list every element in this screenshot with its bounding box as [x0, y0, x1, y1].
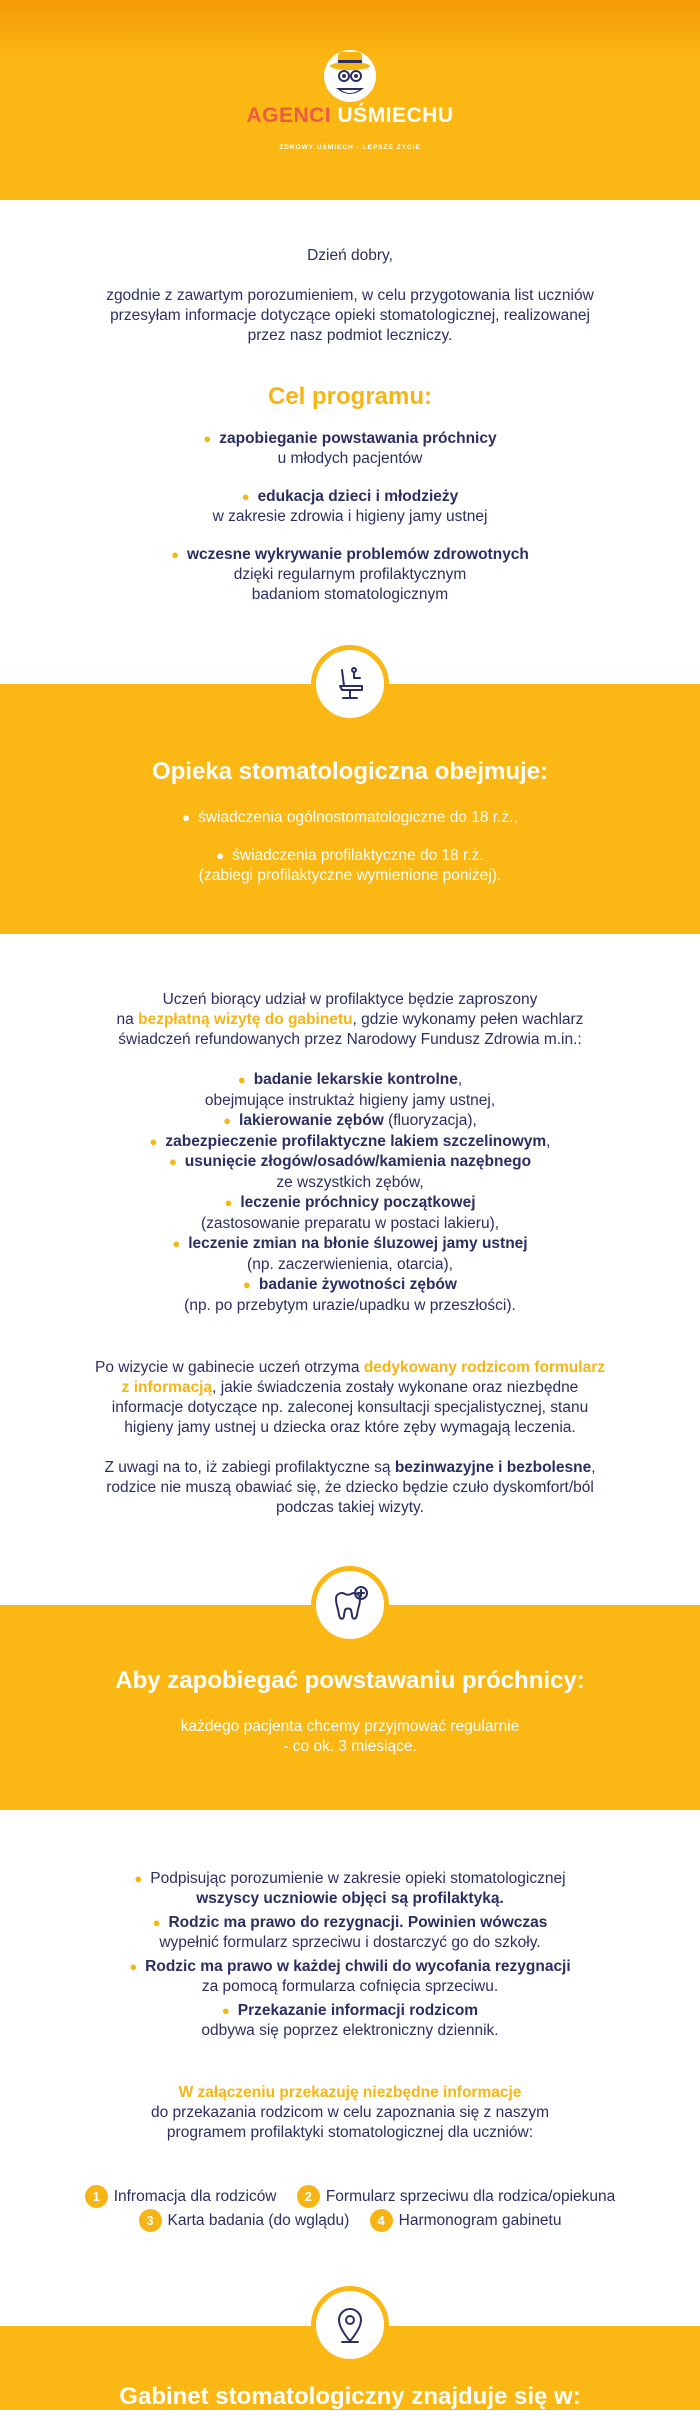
brand-logo: [0, 104, 700, 128]
brand-tagline: ZDROWY UŚMIECH - LEPSZE ŻYCIE: [279, 144, 421, 151]
prevent-text: każdego pacjenta chcemy przyjmować regularnie - co ok. 3 miesiące.: [180, 1718, 520, 1755]
bullet-icon: ●: [172, 1236, 181, 1251]
goal-item: ● edukacja dzieci i młodzieży w zakresie zdrowia i higieny jamy ustnej: [212, 488, 488, 525]
bullet-icon: ●: [237, 1072, 246, 1087]
icon-circle: [311, 645, 389, 723]
brand-part1: AGENCI: [246, 104, 332, 127]
care-item: ● świadczenia profilaktyczne do 18 r.ż. (zabiegi profilaktyczne wymienione poniżej).: [198, 847, 502, 884]
attachments-highlight: W załączeniu przekazuję niezbędne informacje: [178, 2084, 522, 2101]
intro-paragraph: zgodnie z zawartym porozumieniem, w celu przygotowania list uczniów przesyłam informacje dotyczące opieki stomatologicznej, realizowanej przez nasz podmiot leczniczy.: [106, 287, 594, 344]
care-section: [40, 758, 660, 886]
attachments-list: [30, 2185, 670, 2233]
rule-item: ● Podpisując porozumienie w zakresie opieki stomatologicznej wszyscy uczniowie objęci są profilaktyką.: [134, 1870, 566, 1907]
goals-section: [40, 383, 660, 605]
bullet-icon: ●: [216, 848, 225, 863]
attachment-item[interactable]: 1 Infromacja dla rodziców: [85, 2185, 277, 2209]
rule-item: ● Przekazanie informacji rodzicom odbywa się poprzez elektroniczny dziennik.: [201, 2002, 499, 2039]
bullet-icon: ●: [223, 1113, 232, 1128]
bullet-icon: ●: [152, 1915, 161, 1930]
goals-title: Cel programu:: [267, 383, 432, 410]
location-pin-icon: [330, 2305, 370, 2345]
bullet-icon: ●: [221, 2003, 230, 2018]
dental-chair-icon: [330, 664, 370, 704]
icon-circle: [311, 1566, 389, 1644]
services-list: ● badanie lekarskie kontrolne, obejmujące instruktaż higieny jamy ustnej, ● lakierowanie zębów (fluoryzacja), ● zabezpieczenie profilaktyczne lakiem szczelinowym, ● usunięcie złogów/osadów/kamienia nazębnego ze wszystkich zębów, ● leczenie próchnicy początkowej (zastosowanie preparatu w postaci lakieru), ● leczenie zmian na błonie śluzowej jamy ustnej (np. zaczerwienienia, otarcia), ● badanie żywotności zębów (np. po przebytym urazie/upadku w przeszłości).: [149, 1071, 551, 1314]
rule-item: ● Rodzic ma prawo w każdej chwili do wycofania rezygnacji za pomocą formularza cofnięcia sprzeciwu.: [129, 1958, 571, 1995]
intro-section: [40, 246, 660, 346]
bullet-icon: ●: [129, 1959, 138, 1974]
bullet-icon: ●: [203, 431, 212, 446]
greeting: Dzień dobry,: [307, 247, 393, 264]
attachment-item[interactable]: 4 Harmonogram gabinetu: [370, 2209, 562, 2233]
location-section: [40, 2383, 660, 2411]
bullet-icon: ●: [241, 489, 250, 504]
header-banner: [0, 0, 700, 200]
prevent-title: Aby zapobiegać powstawaniu próchnicy:: [115, 1667, 585, 1694]
bullet-icon: ●: [224, 1195, 233, 1210]
number-badge: 1: [85, 2185, 108, 2208]
prevent-section: [40, 1667, 660, 1757]
rules-section: [40, 1869, 660, 2041]
goal-item: ● wczesne wykrywanie problemów zdrowotnych dzięki regularnym profilaktycznym badaniom stomatologicznym: [171, 546, 529, 603]
number-badge: 4: [370, 2209, 393, 2232]
painless-paragraph: Z uwagi na to, iż zabiegi profilaktyczne są bezinwazyjne i bezbolesne, rodzice nie muszą obawiać się, że dziecko będzie czuło dyskomfort/ból podczas takiej wizyty.: [104, 1459, 596, 1516]
brand-part2: UŚMIECHU: [337, 104, 454, 127]
attachment-item[interactable]: 2 Formularz sprzeciwu dla rodzica/opiekuna: [297, 2185, 615, 2209]
free-visit-highlight: bezpłatną wizytę do gabinetu: [138, 1011, 353, 1028]
tooth-plus-icon: [330, 1585, 370, 1625]
bullet-icon: ●: [134, 1871, 143, 1886]
care-title: Opieka stomatologiczna obejmuje:: [151, 758, 549, 785]
after-visit-paragraph: Po wizycie w gabinecie uczeń otrzyma dedykowany rodzicom formularz z informacją, jakie świadczenia zostały wykonane oraz niezbędne informacje dotyczące np. zaleconej konsultacji specjalistycznej, stanu higieny jamy ustnej u dziecka oraz które zęby wymagają leczenia.: [95, 1359, 605, 1436]
attachment-item[interactable]: 3 Karta badania (do wglądu): [139, 2209, 350, 2233]
icon-circle: [311, 2286, 389, 2364]
bullet-icon: ●: [243, 1277, 251, 1292]
rule-item: ● Rodzic ma prawo do rezygnacji. Powinien wówczas wypełnić formularz sprzeciwu i dostarczyć go do szkoły.: [152, 1914, 548, 1951]
bullet-icon: ●: [149, 1133, 158, 1149]
attachments-section: W załączeniu przekazuję niezbędne informacje do przekazania rodzicom w celu zapoznania się z naszym programem profilaktyki stomatologicznej dla uczniów:: [40, 2083, 660, 2143]
number-badge: 2: [297, 2185, 320, 2208]
visit-section: Uczeń biorący udział w profilaktyce będzie zaproszony na bezpłatną wizytę do gabinetu, gdzie wykonamy pełen wachlarz świadczeń refundowanych przez Narodowy Fundusz Zdrowia m.in.: ● badanie lekarskie kontrolne, obejmujące instruktaż higieny jamy ustnej, ● lakierowanie zębów (fluoryzacja), ● zabezpieczenie profilaktyczne lakiem szczelinowym, ● usunięcie złogów/osadów/kamienia nazębnego ze wszystkich zębów, ● leczenie próchnicy początkowej (zastosowanie preparatu w postaci lakieru), ● leczenie zmian na błonie śluzowej jamy ustnej (np. zaczerwienienia, otarcia), ● badanie żywotności zębów (np. po przebytym urazie/upadku w przeszłości). Po wizycie w gabinecie uczeń otrzyma dedykowany rodzicom formularz z informacją, jakie świadczenia zostały wykonane oraz niezbędne informacje dotyczące np. zaleconej konsultacji specjalistycznej, stanu higieny jamy ustnej u dziecka oraz które zęby wymagają leczenia. Z uwagi na to, iż zabiegi profilaktyczne są bezinwazyjne i bezbolesne, rodzice nie muszą obawiać się, że dziecko będzie czuło dyskomfort/ból podczas takiej wizyty.: [40, 990, 660, 1518]
bullet-icon: ●: [171, 547, 179, 562]
bullet-icon: ●: [168, 1154, 177, 1169]
bullet-icon: ●: [182, 810, 191, 825]
number-badge: 3: [139, 2209, 162, 2232]
detective-mascot-icon: [322, 46, 378, 104]
goal-item: ● zapobieganie powstawania próchnicy u młodych pacjentów: [203, 430, 497, 467]
location-title: Gabinet stomatologiczny znajduje się w:: [119, 2383, 581, 2410]
care-item: ● świadczenia ogólnostomatologiczne do 18 r.ż.,: [182, 809, 518, 826]
